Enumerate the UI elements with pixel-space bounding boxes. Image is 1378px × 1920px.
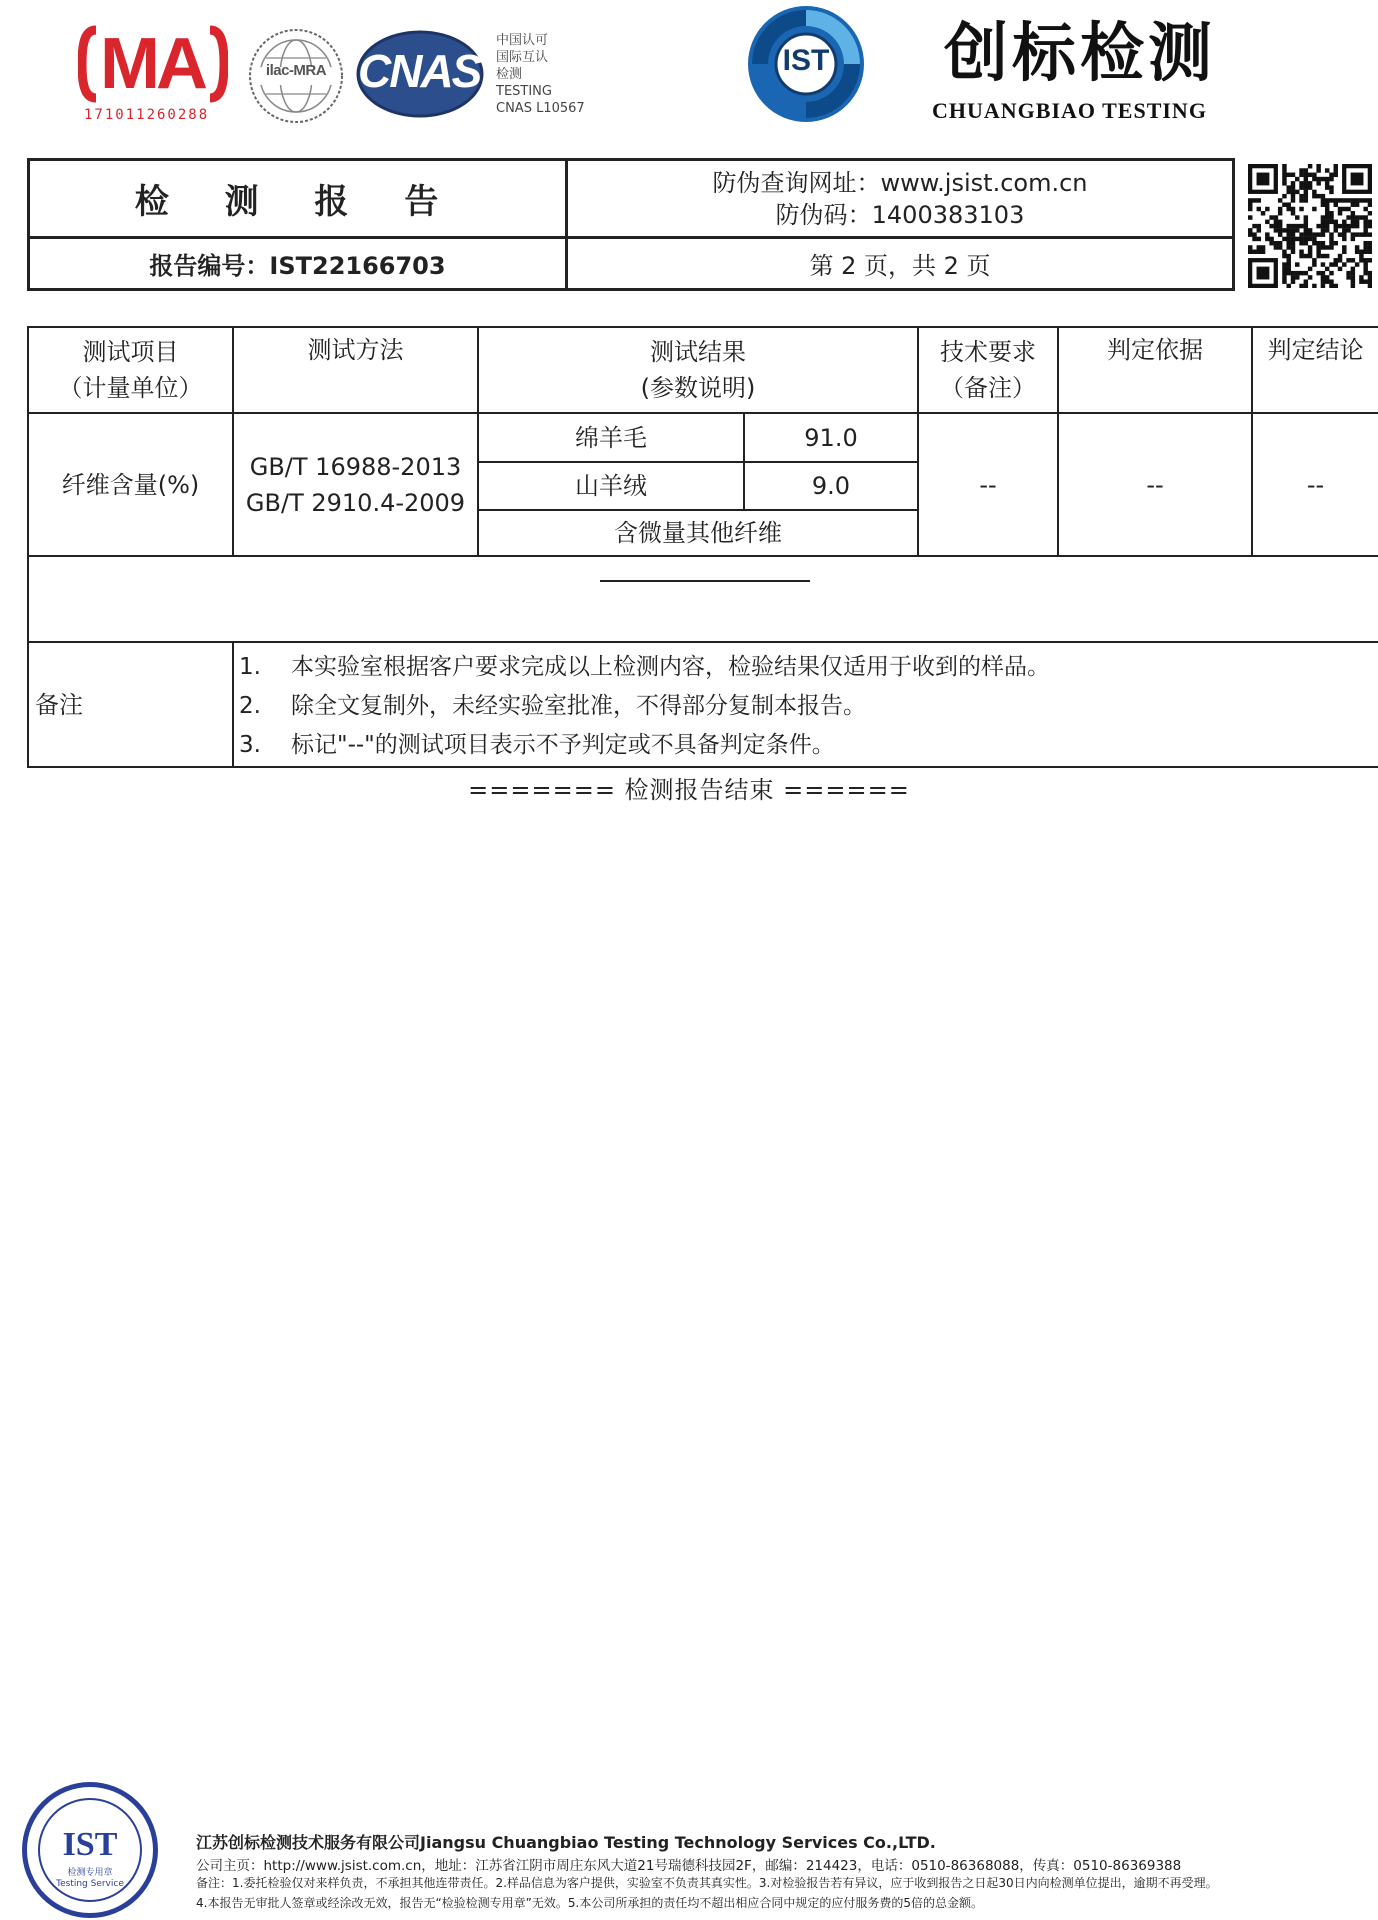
test-item: 纤维含量(%) bbox=[61, 470, 200, 499]
report-end-marker: ======= 检测报告结束 ====== bbox=[468, 776, 910, 804]
report-number: 报告编号：IST22166703 bbox=[149, 252, 446, 280]
col-header-requirement: 技术要求 （备注） bbox=[940, 338, 1036, 402]
cma-number: 171011260288 bbox=[84, 107, 210, 123]
remarks-label: 备注 bbox=[35, 690, 83, 719]
col-header-item: 测试项目 （计量单位） bbox=[58, 338, 203, 402]
basis-value: -- bbox=[1146, 470, 1164, 499]
col-header-method: 测试方法 bbox=[307, 336, 404, 364]
blank-row-divider bbox=[600, 580, 810, 582]
company-name: 江苏创标检测技术服务有限公司Jiangsu Chuangbiao Testing Technology Services Co.,LTD. bbox=[196, 1833, 936, 1852]
ilac-text: ilac-MRA bbox=[265, 62, 327, 79]
trace-fiber-note: 含微量其他纤维 bbox=[614, 519, 782, 547]
page-info: 第 2 页，共 2 页 bbox=[809, 252, 991, 280]
ist-mark: IST bbox=[782, 44, 830, 77]
footer-note-1: 备注：1.委托检验仅对来样负责，不承担其他连带责任。2.样品信息为客户提供，实验室不负责其真实性。3.对检验报告若有异议，应于收到报告之日起30日内向检测单位提出，逾期不再受理。 bbox=[196, 1876, 1218, 1890]
col-header-basis: 判定依据 bbox=[1107, 336, 1203, 364]
test-methods: GB/T 16988-2013 GB/T 2910.4-2009 bbox=[245, 452, 466, 517]
cma-mark: MA bbox=[100, 24, 204, 104]
brand-name-cn: 创标检测 bbox=[944, 16, 1216, 91]
brand-name-en: CHUANGBIAO TESTING bbox=[932, 98, 1207, 123]
seal-mark: IST bbox=[62, 1826, 118, 1863]
requirement-value: -- bbox=[979, 470, 997, 499]
verify-url: 防伪查询网址：www.jsist.com.cn bbox=[712, 168, 1088, 197]
fiber-value-2: 9.0 bbox=[811, 472, 851, 500]
footer-note-2: 4.本报告无审批人签章或经涂改无效，报告无“检验检测专用章”无效。5.本公司所承担的责任均不超出相应合同中规定的应付服务费的5倍的总金额。 bbox=[196, 1896, 983, 1910]
remark-1: 1. 本实验室根据客户要求完成以上检测内容，检验结果仅适用于收到的样品。 bbox=[239, 654, 1050, 680]
remark-3: 3. 标记"--"的测试项目表示不予判定或不具备判定条件。 bbox=[239, 732, 835, 758]
company-contact: 公司主页：http://www.jsist.com.cn，地址：江苏省江阴市周庄东风大道21号瑞德科技园2F，邮编：214423，电话：0510-86368088，传真：0510-86369388 bbox=[196, 1858, 1182, 1874]
qr-code bbox=[1248, 164, 1372, 288]
test-results-table bbox=[27, 326, 1378, 766]
seal-subtitle: 检测专用章 Testing Service bbox=[56, 1868, 124, 1889]
cnas-mark: CNAS bbox=[358, 45, 481, 97]
fiber-name-2: 山羊绒 bbox=[575, 472, 647, 500]
cnas-accreditation-text: 中国认可 国际互认 检测 TESTING CNAS L10567 bbox=[496, 33, 585, 116]
fiber-name-1: 绵羊毛 bbox=[575, 423, 647, 452]
conclusion-value: -- bbox=[1306, 470, 1325, 499]
remark-2: 2. 除全文复制外，未经实验室批准，不得部分复制本报告。 bbox=[239, 693, 866, 719]
verify-code: 防伪码：1400383103 bbox=[775, 200, 1025, 229]
fiber-value-1: 91.0 bbox=[804, 423, 858, 452]
report-title: 检 测 报 告 bbox=[134, 182, 461, 222]
col-header-result: 测试结果 (参数说明) bbox=[640, 338, 756, 402]
col-header-conclusion: 判定结论 bbox=[1267, 336, 1364, 364]
